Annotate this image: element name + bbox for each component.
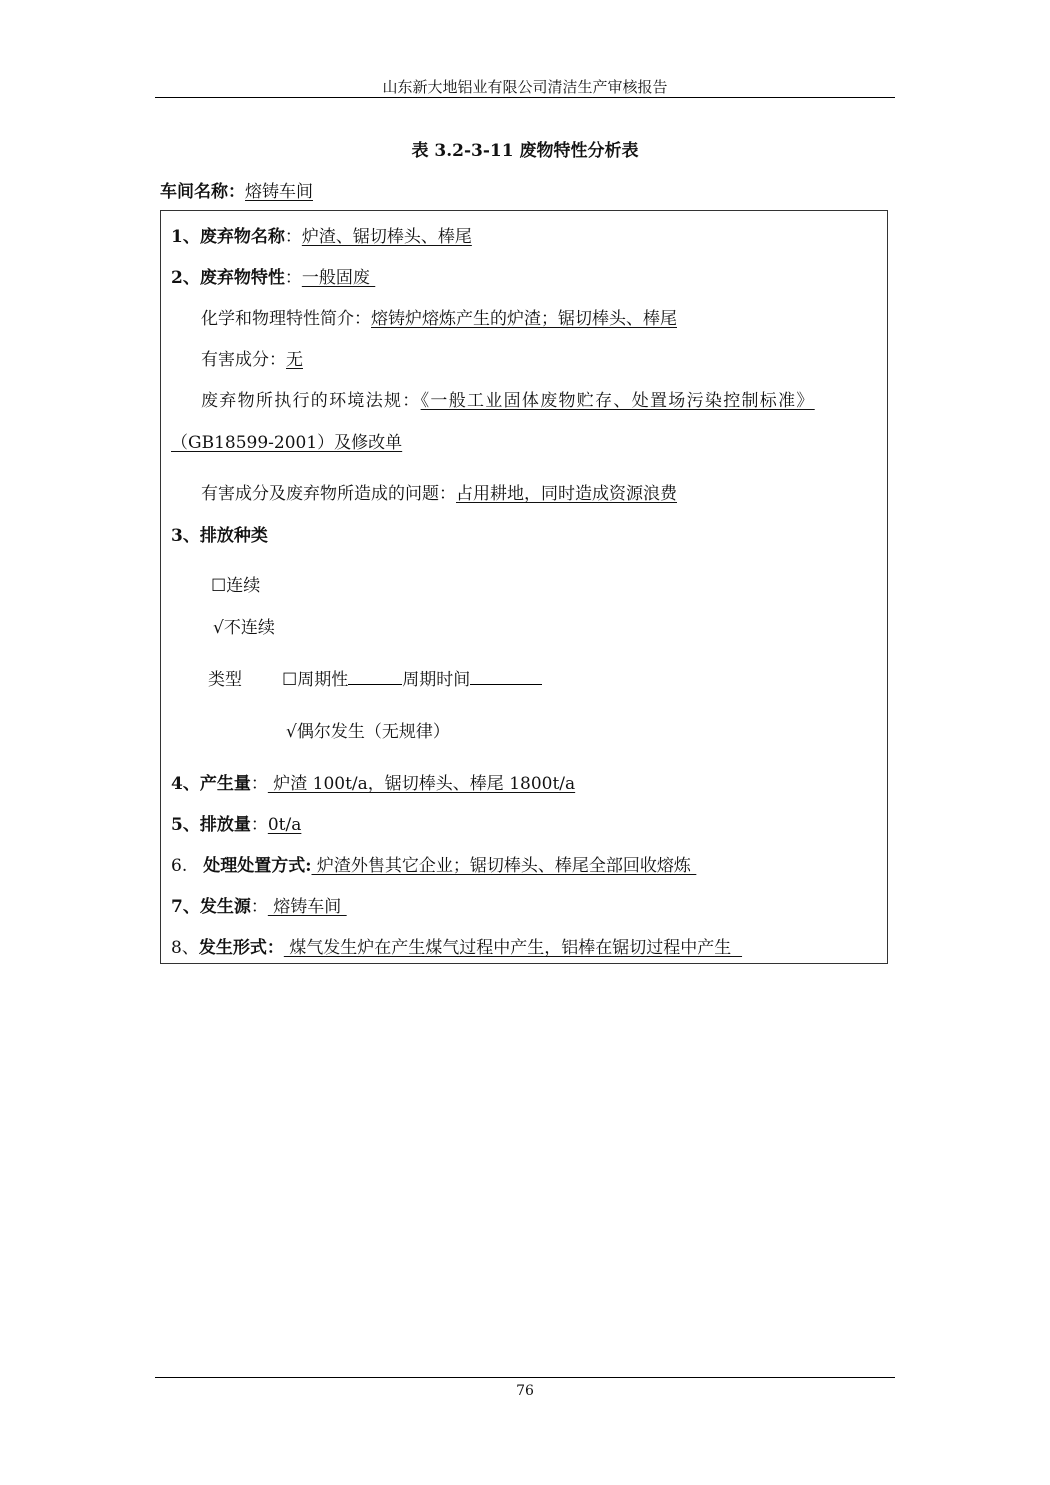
chem-phys-label: 化学和物理特性简介：: [201, 309, 371, 329]
chem-phys-value: 熔铸炉熔炼产生的炉渣；锯切棒头、棒尾: [371, 309, 677, 329]
workshop-value: 熔铸车间: [245, 182, 313, 202]
page-number: 76: [516, 1383, 534, 1399]
regulation-label: 废弃物所执行的环境法规：: [201, 391, 421, 411]
source-value: 熔铸车间: [267, 897, 347, 917]
continuous-label: 连续: [226, 576, 261, 596]
workshop-line: [160, 177, 313, 202]
report-title: 山东新大地铝业有限公司清洁生产审核报告: [382, 78, 668, 96]
continuous-row: [211, 571, 260, 596]
disposal-row: [171, 851, 696, 876]
problems-row: [201, 479, 677, 504]
waste-property-sep: ：: [284, 268, 302, 288]
waste-name-label: 1、废弃物名称: [171, 227, 285, 247]
waste-name-sep: ：: [284, 227, 302, 247]
regulation-value: 《一般工业固体废物贮存、处置场污染控制标准》: [420, 391, 815, 411]
chem-phys-row: [201, 304, 677, 329]
header-divider: [155, 97, 895, 98]
hazard-value: 无: [286, 350, 303, 370]
problems-value: 占用耕地，同时造成资源浪费: [456, 484, 677, 504]
discharge-sep: ：: [250, 815, 268, 835]
regulation-row-cont: [171, 428, 402, 453]
discharge-value: 0t/a: [267, 815, 302, 835]
generation-row: [171, 769, 575, 794]
generation-value: 炉渣 100t/a，锯切棒头、棒尾 1800t/a: [267, 774, 576, 794]
form-value: 煤气发生炉在产生煤气过程中产生，铝棒在锯切过程中产生: [283, 938, 743, 958]
table-title: 表 3.2-3-11 废物特性分析表: [411, 141, 639, 161]
waste-property-row: [171, 263, 375, 288]
waste-name-row: [171, 222, 472, 247]
form-row: [171, 933, 742, 958]
source-row: [171, 892, 347, 917]
generation-sep: ：: [250, 774, 268, 794]
waste-analysis-box: [160, 210, 888, 964]
type-row: [208, 665, 542, 690]
form-num: 8、: [171, 938, 199, 958]
disposal-num: 6.: [171, 856, 188, 876]
discharge-label: 5、排放量: [171, 815, 251, 835]
regulation-row: [201, 386, 815, 411]
source-sep: ：: [250, 897, 268, 917]
occasional-row: [286, 717, 450, 742]
occasional-check: √: [286, 722, 297, 742]
workshop-label: 车间名称：: [160, 182, 245, 202]
waste-property-value: 一般固废: [301, 268, 376, 288]
periodic-checkbox: ☐: [282, 670, 298, 690]
regulation-value-cont: （GB18599-2001）及修改单: [171, 433, 403, 453]
periodic-label: 周期性: [297, 670, 349, 690]
discharge-type-heading: 3、排放种类: [171, 526, 268, 546]
footer-divider: [155, 1377, 895, 1378]
discontinuous-label: 不连续: [223, 618, 275, 638]
problems-label: 有害成分及废弃物所造成的问题：: [201, 484, 456, 504]
waste-property-label: 2、废弃物特性: [171, 268, 285, 288]
periodic-blank: [348, 670, 402, 685]
discontinuous-check: √: [213, 618, 224, 638]
waste-name-value: 炉渣、锯切棒头、棒尾: [301, 227, 472, 247]
period-time-blank: [470, 670, 542, 685]
continuous-checkbox: ☐: [211, 576, 227, 596]
occasional-label: 偶尔发生（无规律）: [296, 722, 450, 742]
discontinuous-row: [213, 613, 275, 638]
generation-label: 4、产生量: [171, 774, 251, 794]
disposal-value: 炉渣外售其它企业；锯切棒头、棒尾全部回收熔炼: [311, 856, 697, 876]
discharge-row: [171, 810, 301, 835]
source-label: 7、发生源: [171, 897, 251, 917]
hazard-label: 有害成分：: [201, 350, 286, 370]
period-time-label: 周期时间: [402, 670, 471, 690]
hazard-row: [201, 345, 303, 370]
disposal-label: 处理处置方式:: [203, 856, 312, 876]
type-label: 类型: [208, 670, 242, 690]
form-label: 发生形式：: [198, 938, 284, 958]
